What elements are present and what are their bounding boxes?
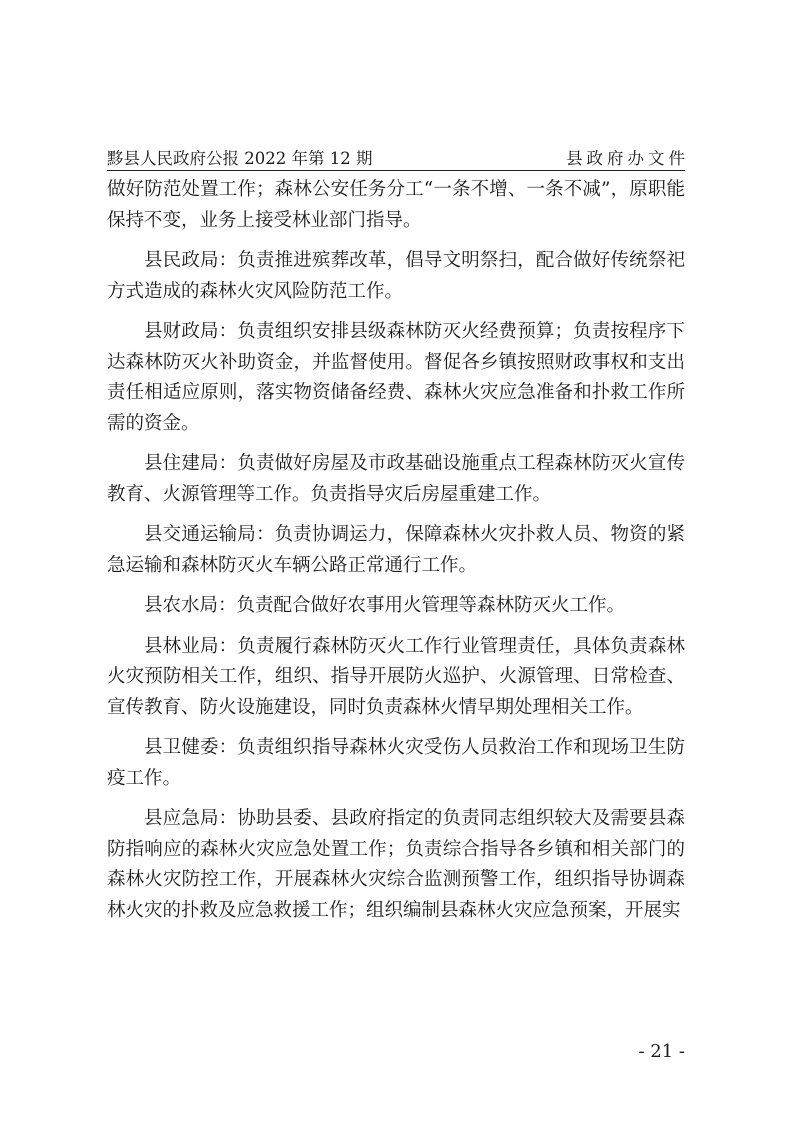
page-header	[107, 141, 689, 169]
page-number: - 21 -	[638, 1041, 685, 1062]
paragraph-forestry: 县林业局：负责履行森林防灭火工作行业管理责任，具体负责森林火灾预防相关工作，组织、指导开展防火巡护、火源管理、日常检查、宣传教育、防火设施建设，同时负责森林火情早期处理相关工作。	[107, 635, 685, 718]
paragraph-emergency: 县应急局：协助县委、县政府指定的负责同志组织较大及需要县森防指响应的森林火灾应急处置工作；负责综合指导各乡镇和相关部门的森林火灾防控工作，开展森林火灾综合监测预警工作，组织指导协调森林火灾的扑救及应急救援工作；组织编制县森林火灾应急预案，开展实	[107, 808, 685, 921]
paragraph-housing: 县住建局：负责做好房屋及市政基础设施重点工程森林防灭火宣传教育、火源管理等工作。负责指导灾后房屋重建工作。	[107, 453, 685, 505]
header-publication-title: 黟县人民政府公报 2022 年第 12 期	[107, 149, 373, 168]
paragraph-agriculture-water: 县农水局：负责配合做好农事用火管理等森林防灭火工作。	[144, 595, 626, 616]
paragraph-finance: 县财政局：负责组织安排县级森林防灭火经费预算；负责按程序下达森林防灭火补助资金，并监督使用。督促各乡镇按照财政事权和支出责任相适应原则，落实物资储备经费、森林火灾应急准备和扑救工作所需的资金。	[107, 321, 685, 434]
paragraph-continuation: 做好防范处置工作；森林公安任务分工“一条不增、一条不减”，原职能保持不变，业务上接受林业部门指导。	[107, 179, 685, 231]
header-section-label: 县政府办文件	[566, 149, 689, 168]
paragraph-health: 县卫健委：负责组织指导森林火灾受伤人员救治工作和现场卫生防疫工作。	[107, 737, 685, 789]
paragraph-civil-affairs: 县民政局：负责推进殡葬改革，倡导文明祭扫，配合做好传统祭祀方式造成的森林火灾风险防范工作。	[107, 250, 685, 302]
header-rule	[107, 170, 685, 171]
document-body	[107, 175, 685, 936]
paragraph-transport: 县交通运输局：负责协调运力，保障森林火灾扑救人员、物资的紧急运输和森林防灭火车辆公路正常通行工作。	[107, 524, 685, 576]
